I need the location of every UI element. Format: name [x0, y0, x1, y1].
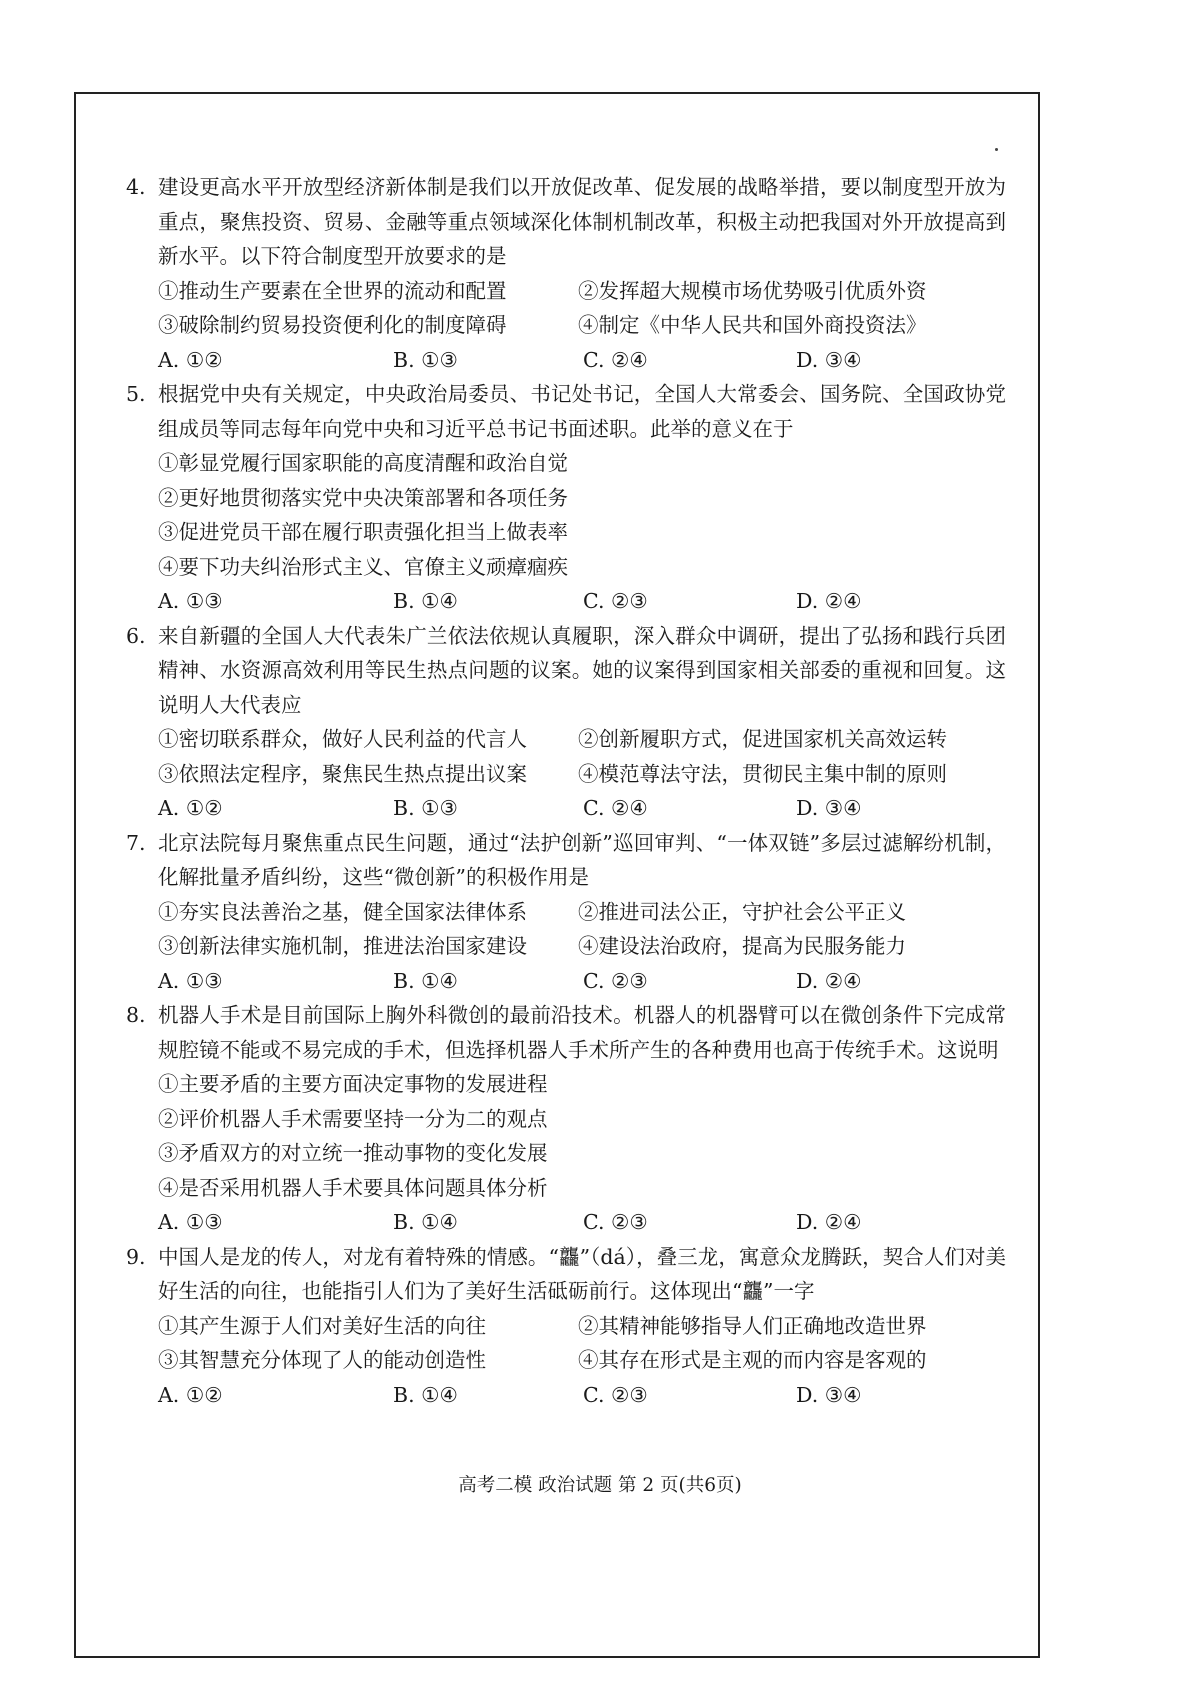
page-footer: 高考二模 政治试题 第 2 页(共6页)	[458, 1475, 742, 1496]
choice-b: B. ①④	[393, 1382, 458, 1407]
question-number: 9.	[126, 1244, 146, 1269]
statement: ②发挥超大规模市场优势吸引优质外资	[578, 278, 927, 303]
statement: ②评价机器人手术需要坚持一分为二的观点	[158, 1106, 548, 1131]
statement: ②其精神能够指导人们正确地改造世界	[578, 1313, 927, 1338]
statement: ①其产生源于人们对美好生活的向往	[158, 1313, 486, 1338]
statement: ④要下功夫纠治形式主义、官僚主义顽瘴痼疾	[158, 554, 568, 579]
choice-a: A. ①③	[158, 589, 223, 613]
question-number: 7.	[126, 830, 146, 855]
choice-a: A. ①③	[158, 1210, 223, 1234]
statement: ③破除制约贸易投资便利化的制度障碍	[158, 313, 507, 337]
statement: ①推动生产要素在全世界的流动和配置	[158, 278, 507, 303]
statement: ③创新法律实施机制，推进法治国家建设	[158, 934, 527, 958]
question-7	[126, 826, 1006, 999]
question-number: 6.	[126, 623, 146, 648]
question-number: 4.	[126, 175, 146, 199]
statement-list	[126, 446, 1006, 584]
choice-d: D. ③④	[796, 796, 862, 820]
statement: ①彰显党履行国家职能的高度清醒和政治自觉	[158, 451, 568, 475]
choice-b: B. ①④	[393, 1210, 458, 1234]
choice-c: C. ②③	[583, 1210, 648, 1234]
choice-d: D. ③④	[796, 347, 862, 372]
statement: ④其存在形式是主观的而内容是客观的	[578, 1348, 927, 1372]
question-8	[126, 998, 1006, 1240]
statement-list	[126, 1067, 1006, 1205]
question-number: 8.	[126, 1003, 146, 1027]
choice-b: B. ①④	[393, 968, 458, 993]
statement: ④制定《中华人民共和国外商投资法》	[578, 313, 927, 337]
answer-choices	[126, 1205, 1006, 1240]
question-stem: 来自新疆的全国人大代表朱广兰依法依规认真履职，深入群众中调研，提出了弘扬和践行兵团精神、水资源高效利用等民生热点问题的议案。她的议案得到国家相关部委的重视和回复。这说明人大代表应	[158, 623, 1006, 717]
statement: ①密切联系群众，做好人民利益的代言人	[158, 727, 527, 751]
choice-d: D. ③④	[796, 1382, 862, 1407]
question-5	[126, 377, 1006, 619]
choice-b: B. ①③	[393, 347, 458, 372]
scan-speck	[995, 148, 998, 151]
question-stem: 北京法院每月聚焦重点民生问题，通过“法护创新”巡回审判、“一体双链”多层过滤解纷机制，化解批量矛盾纠纷，这些“微创新”的积极作用是	[158, 830, 1006, 889]
question-4	[126, 170, 1006, 377]
choice-a: A. ①②	[158, 347, 223, 372]
statement: ①夯实良法善治之基，健全国家法律体系	[158, 899, 527, 924]
choice-b: B. ①③	[393, 796, 458, 820]
statement-grid	[126, 274, 1006, 343]
statement-grid	[126, 722, 1006, 791]
statement-grid	[126, 895, 1006, 964]
answer-choices	[126, 791, 1006, 826]
statement: ②更好地贯彻落实党中央决策部署和各项任务	[158, 485, 568, 510]
statement: ②推进司法公正，守护社会公平正义	[578, 899, 906, 924]
question-list	[126, 170, 1006, 1412]
statement: ③其智慧充分体现了人的能动创造性	[158, 1348, 486, 1372]
choice-a: A. ①③	[158, 968, 223, 993]
answer-choices	[126, 584, 1006, 619]
choice-c: C. ②③	[583, 589, 648, 613]
statement-grid	[126, 1309, 1006, 1378]
choice-c: C. ②④	[583, 347, 648, 372]
statement: ④模范尊法守法，贯彻民主集中制的原则	[578, 761, 947, 786]
question-9	[126, 1240, 1006, 1413]
question-stem: 机器人手术是目前国际上胸外科微创的最前沿技术。机器人的机器臂可以在微创条件下完成常规腔镜不能或不易完成的手术，但选择机器人手术所产生的各种费用也高于传统手术。这说明	[158, 1003, 1006, 1062]
choice-d: D. ②④	[796, 1210, 862, 1234]
question-stem: 中国人是龙的传人，对龙有着特殊的情感。“龘”（dá），叠三龙，寓意众龙腾跃，契合人们对美好生活的向往，也能指引人们为了美好生活砥砺前行。这体现出“龘”一字	[158, 1244, 1006, 1303]
statement: ②创新履职方式，促进国家机关高效运转	[578, 727, 947, 751]
question-stem: 建设更高水平开放型经济新体制是我们以开放促改革、促发展的战略举措，要以制度型开放为重点，聚焦投资、贸易、金融等重点领域深化体制机制改革，积极主动把我国对外开放提高到新水平。以下符合制度型开放要求的是	[158, 175, 1006, 268]
statement: ③依照法定程序，聚焦民生热点提出议案	[158, 761, 527, 786]
choice-c: C. ②③	[583, 968, 648, 993]
statement: ④建设法治政府，提高为民服务能力	[578, 934, 906, 958]
choice-d: D. ②④	[796, 968, 862, 993]
choice-c: C. ②③	[583, 1382, 648, 1407]
answer-choices	[126, 964, 1006, 999]
choice-b: B. ①④	[393, 589, 458, 613]
choice-a: A. ①②	[158, 796, 223, 820]
choice-d: D. ②④	[796, 589, 862, 613]
question-6	[126, 619, 1006, 826]
choice-c: C. ②④	[583, 796, 648, 820]
statement: ③矛盾双方的对立统一推动事物的变化发展	[158, 1141, 548, 1165]
answer-choices	[126, 1378, 1006, 1413]
answer-choices	[126, 343, 1006, 378]
question-stem: 根据党中央有关规定，中央政治局委员、书记处书记，全国人大常委会、国务院、全国政协党组成员等同志每年向党中央和习近平总书记书面述职。此举的意义在于	[158, 382, 1006, 441]
statement: ③促进党员干部在履行职责强化担当上做表率	[158, 520, 568, 544]
statement: ①主要矛盾的主要方面决定事物的发展进程	[158, 1072, 548, 1096]
choice-a: A. ①②	[158, 1382, 223, 1407]
statement: ④是否采用机器人手术要具体问题具体分析	[158, 1175, 548, 1200]
question-number: 5.	[126, 382, 146, 406]
